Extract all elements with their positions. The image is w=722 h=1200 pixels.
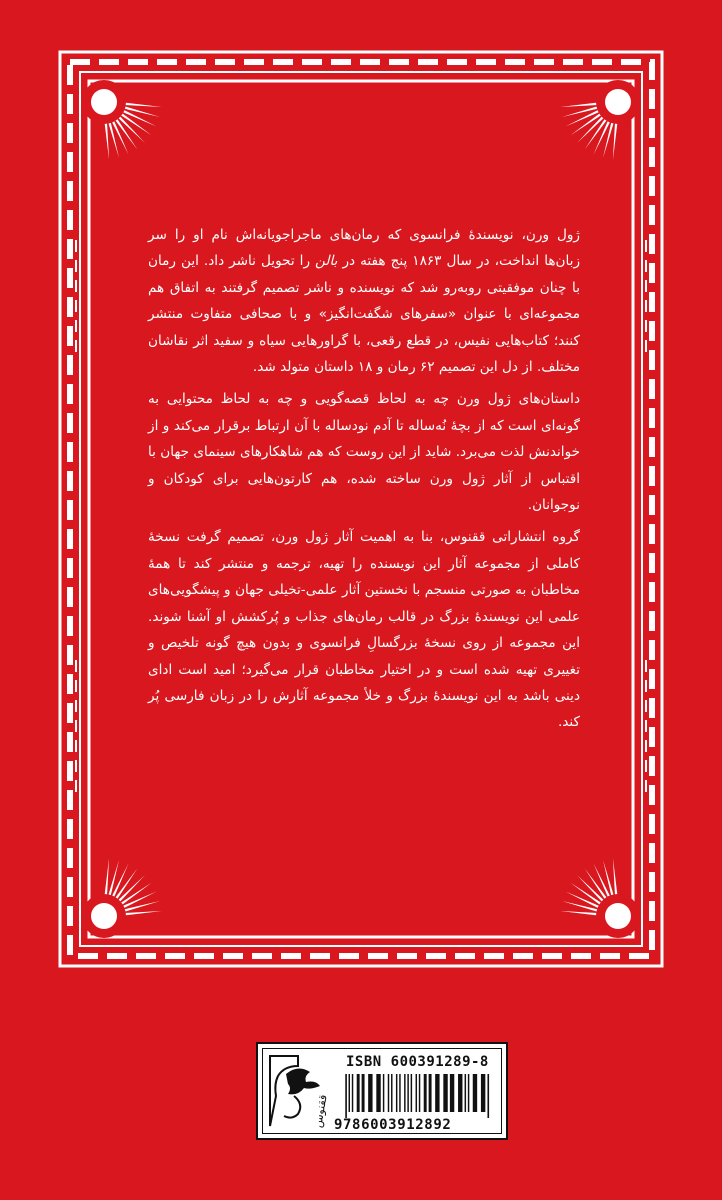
sun-ornament-bottom-right [560, 858, 640, 938]
sun-ray [113, 868, 137, 902]
isbn-barcode-box [256, 1042, 508, 1140]
sun-ray [121, 901, 160, 913]
sun-ray [107, 860, 119, 899]
sun-ray [570, 883, 604, 907]
publisher-logo-text: ققنوس [311, 1093, 330, 1129]
sun-ray [603, 119, 615, 158]
barcode-bar [481, 1074, 485, 1112]
sun-ray [562, 901, 601, 913]
barcode-bar [349, 1074, 350, 1112]
sun-ray [116, 875, 145, 904]
barcode-bar [450, 1074, 454, 1112]
barcode-bar [404, 1074, 405, 1112]
barcode-guard [487, 1074, 489, 1118]
paragraph-3: گروه انتشاراتی ققنوس، بنا به اهمیت آثار ژول ورن، تصمیم گرفت نسخهٔ کاملی از مجموعه آثار این نویسنده را تهیه، ترجمه و منتشر کند تا همهٔ مخاطبان به صورتی منسجم با نخستین آثار علمی-تخیلی جهان و پیشگویی‌های علمی این نویسندهٔ بزرگ در قالب رمان‌های جذاب و پُرکشش او آشنا شوند. این مجموعه از روی نسخهٔ بزرگسالِ فرانسوی و بدون هیچ گونه تلخیص و تغییری تهیه شده است و در اختیار مخاطبان قرار می‌گیرد؛ امید است ادای دینی باشد به این نویسندهٔ بزرگ و خلأ مجموعه آثارش را در زبان فارسی پُر کند. [148, 529, 580, 731]
sun-ray [562, 105, 601, 117]
barcode-bar [407, 1074, 408, 1112]
barcode-bar [362, 1074, 365, 1112]
sun-ray [603, 860, 615, 899]
sun-disc [605, 903, 631, 929]
barcode-bar [352, 1074, 353, 1112]
paragraph-1-part-b: را تحویل ناشر داد. این رمان با چنان موفقیتی روبه‌رو شد که نویسنده و ناشر تصمیم گرفتند به اتفاق هم مجموعه‌ای با عنوان «سفرهای شگفت‌انگیز» و با صحافی متفاوت منتشر کنند؛ کتاب‌هایی نفیس، در قطع رقعی، با گراورهایی سیاه و سفید اثر نقاشان مختلف. از دل این تصمیم ۶۲ رمان و ۱۸ داستان متولد شد. [148, 253, 580, 376]
paragraph-2: داستان‌های ژول ورن چه به لحاظ قصه‌گویی و چه به لحاظ محتوایی به گونه‌ای است که از بچهٔ نُه‌ساله تا آدم نودساله با آن ارتباط برقرار می‌کند و از خواندنش لذت می‌برد. شاید از این روست که هم شاهکارهای سینمای جهان با اقتباس از آثار ژول ورن ساخته شده، هم کارتون‌هایی برای کودکان و نوجوانان. [148, 391, 580, 514]
barcode-bar [388, 1074, 389, 1112]
sun-ray [585, 116, 609, 150]
sun-ray [116, 114, 145, 143]
barcode-bar [424, 1074, 427, 1112]
publisher-logo [264, 1050, 330, 1132]
sun-ornament-bottom-left [82, 858, 162, 938]
barcode-bar [465, 1074, 466, 1112]
sun-ornament-top-left [82, 80, 162, 160]
book-title-italic: بالن [315, 253, 338, 270]
sun-ray [613, 120, 618, 160]
barcode-guard [345, 1074, 347, 1118]
sun-ray [121, 105, 160, 117]
barcode-bar [368, 1074, 372, 1112]
paragraph-1-part-a: ژول ورن، نویسندهٔ فرانسوی که رمان‌های ماجراجویانه‌اش نام او را سر زبان‌ها انداخت، در سال ۱۸۶۳ پنج هفته در [148, 227, 581, 270]
barcode-bar [391, 1074, 392, 1112]
sun-ray [122, 911, 162, 916]
sun-ray [104, 120, 109, 160]
sun-ray [570, 111, 604, 135]
barcode-bar [419, 1074, 420, 1112]
ean-digits: 9786003912892 [334, 1117, 452, 1133]
barcode-bar [458, 1074, 462, 1112]
synopsis-text [148, 222, 580, 742]
barcode-bar [376, 1074, 380, 1112]
isbn-label: ISBN 600391289-8 [346, 1054, 489, 1070]
barcode-bar [473, 1074, 477, 1112]
sun-ray [577, 875, 606, 904]
sun-ray [560, 911, 600, 916]
barcode-bar [435, 1074, 439, 1112]
sun-ray [613, 858, 618, 898]
barcode-bar [468, 1074, 469, 1112]
barcode-bars [342, 1074, 494, 1118]
barcode-bar [411, 1074, 412, 1112]
paragraph-1 [148, 222, 580, 380]
sun-ray [104, 858, 109, 898]
barcode-bar [357, 1074, 360, 1112]
sun-ray [118, 883, 152, 907]
sun-ray [113, 116, 137, 150]
barcode-bar [399, 1074, 400, 1112]
sun-ornament-top-right [560, 80, 640, 160]
barcode-bar [396, 1074, 397, 1112]
sun-disc [91, 89, 117, 115]
sun-disc [605, 89, 631, 115]
sun-ray [585, 868, 609, 902]
sun-ray [577, 114, 606, 143]
sun-ray [122, 102, 162, 107]
barcode-bar [416, 1074, 417, 1112]
barcode-bar [383, 1074, 384, 1112]
sun-disc [91, 903, 117, 929]
barcode-bar [443, 1074, 447, 1112]
sun-ray [560, 102, 600, 107]
barcode-bar [429, 1074, 432, 1112]
sun-ray [118, 111, 152, 135]
sun-ray [107, 119, 119, 158]
